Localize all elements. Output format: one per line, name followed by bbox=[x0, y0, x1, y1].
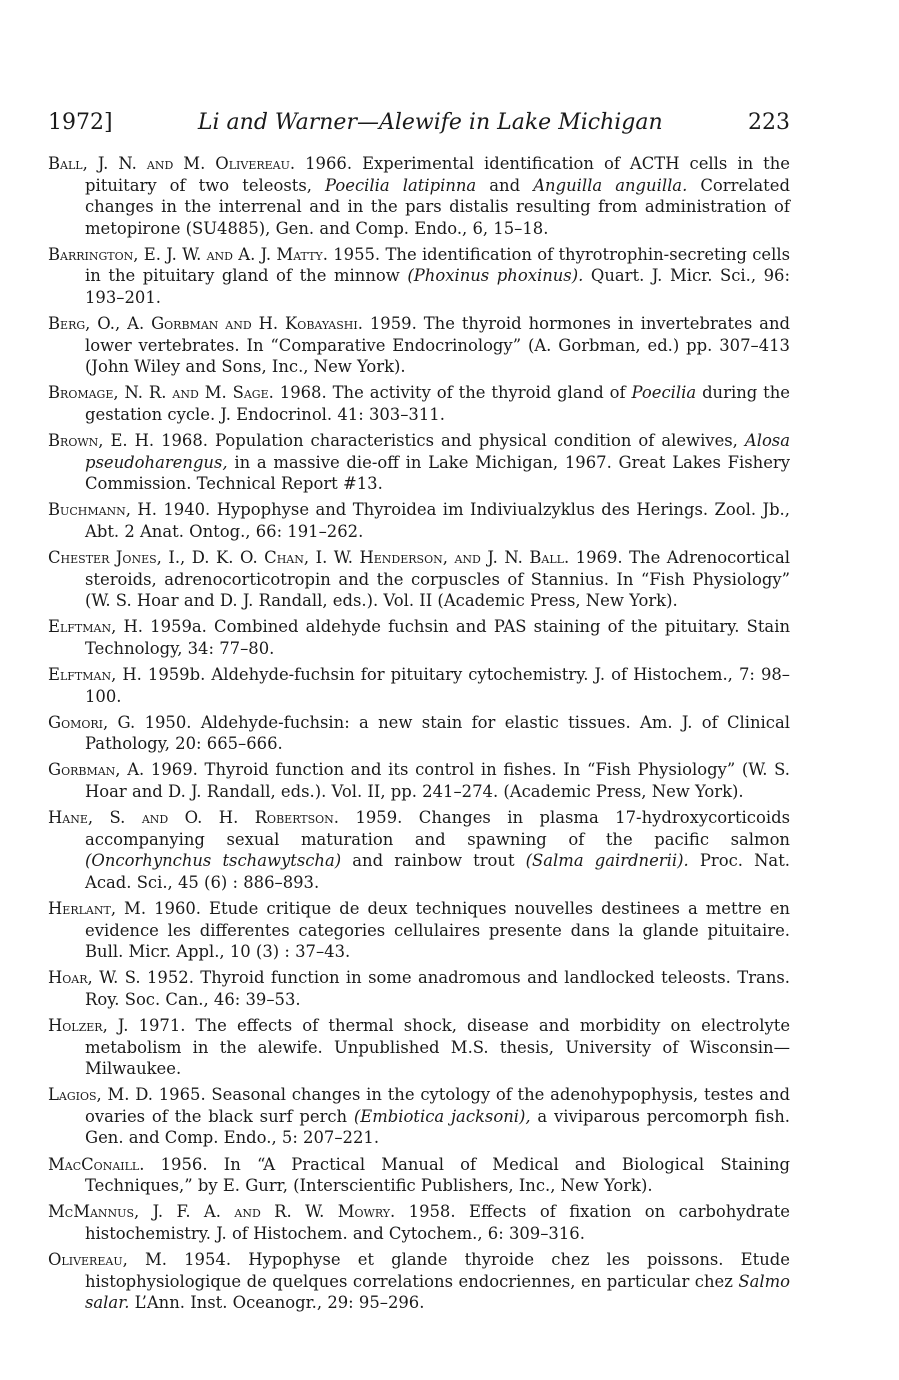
reference-text: and bbox=[476, 175, 534, 195]
reference-authors: McMannus, J. F. A. and R. W. Mowry. bbox=[48, 1202, 396, 1222]
reference-text: in a massive die-off in Lake Michigan, 1967. Great Lakes Fishery Commission. Technical Report #13. bbox=[85, 452, 790, 494]
reference-italic-text: (Oncorhynchus tschawytscha) bbox=[85, 851, 342, 871]
reference-italic-text: Anguilla anguilla. bbox=[533, 175, 688, 195]
reference-entry bbox=[48, 898, 790, 963]
reference-text: 1950. Aldehyde-fuchsin: a new stain for elastic tissues. Am. J. of Clinical Pathology, 20: 665–666. bbox=[85, 712, 790, 754]
reference-authors: Gorbman, A. bbox=[48, 760, 145, 780]
reference-entry bbox=[48, 1084, 790, 1149]
reference-text: 1940. Hypophyse and Thyroidea im Indiviualzyklus des Herings. Zool. Jb., Abt. 2 Anat. Ontog., 66: 191–262. bbox=[85, 500, 790, 541]
reference-text: 1971. The effects of thermal shock, disease and morbidity on electrolyte metabolism in the alewife. Unpublished M.S. thesis, University of Wisconsin—Milwaukee. bbox=[85, 1015, 791, 1079]
header-year: 1972] bbox=[48, 110, 113, 135]
reference-entry bbox=[48, 382, 790, 425]
reference-italic-text: (Salma gairdnerii). bbox=[525, 851, 689, 871]
reference-authors: Lagios, M. D. bbox=[48, 1085, 153, 1105]
reference-entry bbox=[48, 712, 790, 755]
reference-text: L’Ann. Inst. Oceanogr., 29: 95–296. bbox=[129, 1293, 425, 1313]
reference-italic-text: Alosa pseudoharengus, bbox=[85, 431, 790, 472]
reference-entry bbox=[48, 547, 790, 612]
reference-entry bbox=[48, 430, 790, 495]
reference-italic-text: (Embiotica jacksoni), bbox=[353, 1106, 531, 1126]
reference-entry bbox=[48, 244, 790, 309]
reference-text: 1959. Changes in plasma 17-hydroxycorticoids accompanying sexual maturation and spawning of the pacific salmon bbox=[85, 808, 790, 849]
reference-list bbox=[48, 153, 790, 1314]
reference-italic-text: Poecilia bbox=[631, 383, 697, 403]
reference-text: and rainbow trout bbox=[341, 851, 526, 871]
reference-entry bbox=[48, 313, 790, 378]
reference-text: Proc. Nat. Acad. Sci., 45 (6) : 886–893. bbox=[85, 851, 790, 892]
reference-text: 1968. Population characteristics and physical condition of alewives, bbox=[154, 431, 745, 451]
reference-entry bbox=[48, 1154, 790, 1197]
reference-text: 1952. Thyroid function in some anadromous and landlocked teleosts. Trans. Roy. Soc. Can., 46: 39–53. bbox=[85, 968, 791, 1009]
reference-entry bbox=[48, 967, 790, 1010]
reference-text: 1966. Experimental identification of ACTH cells in the pituitary of two teleosts, bbox=[85, 154, 790, 195]
reference-authors: Buchmann, H. bbox=[48, 500, 157, 520]
reference-text: 1969. Thyroid function and its control in fishes. In “Fish Physiology” (W. S. Hoar and D. J. Randall, eds.). Vol. II, pp. 241–274. (Academic Press, New York). bbox=[85, 760, 790, 802]
reference-text: 1959a. Combined aldehyde fuchsin and PAS staining of the pituitary. Stain Technology, 34: 77–80. bbox=[85, 617, 790, 658]
reference-entry bbox=[48, 807, 790, 893]
reference-authors: Brown, E. H. bbox=[48, 431, 155, 451]
reference-italic-text: Salmo salar. bbox=[85, 1271, 790, 1313]
reference-entry bbox=[48, 499, 790, 542]
page bbox=[48, 110, 790, 1318]
reference-entry bbox=[48, 1201, 790, 1244]
reference-entry bbox=[48, 1015, 790, 1080]
reference-italic-text: (Phoxinus phoxinus). bbox=[407, 266, 584, 286]
reference-authors: Chester Jones, I., D. K. O. Chan, I. W. Henderson, and J. N. Ball. bbox=[48, 548, 570, 568]
header-title: Li and Warner—Alewife in Lake Michigan bbox=[197, 110, 663, 135]
reference-text: 1969. The Adrenocortical steroids, adrenocorticotropin and the corpuscles of Stannius. In “Fish Physiology” (W. S. Hoar and D. J. Randall, eds.). Vol. II (Academic Press, New York). bbox=[85, 548, 790, 611]
reference-text: 1956. In “A Practical Manual of Medical and Biological Staining Techniques,” by E. Gurr, (Interscientific Publishers, Inc., New York). bbox=[85, 1154, 790, 1196]
reference-text: 1959. The thyroid hormones in invertebrates and lower vertebrates. In “Comparative Endocrinology” (A. Gorbman, ed.) pp. 307–413 (John Wiley and Sons, Inc., New York). bbox=[85, 314, 790, 377]
reference-entry bbox=[48, 1249, 790, 1314]
reference-entry bbox=[48, 616, 790, 659]
reference-authors: Berg, O., A. Gorbman and H. Kobayashi. bbox=[48, 314, 363, 334]
reference-authors: Bromage, N. R. and M. Sage. bbox=[48, 383, 274, 403]
reference-text: 1955. The identification of thyrotrophin-secreting cells in the pituitary gland of the minnow bbox=[85, 244, 791, 286]
running-header bbox=[48, 110, 790, 135]
reference-authors: Gomori, G. bbox=[48, 712, 136, 732]
reference-text: 1954. Hypophyse et glande thyroide chez les poissons. Etude histophysiologique de quelques correlations endocriennes, en particular chez bbox=[85, 1249, 790, 1291]
reference-entry bbox=[48, 153, 790, 239]
reference-italic-text: Poecilia latipinna bbox=[325, 175, 477, 195]
reference-text: 1959b. Aldehyde-fuchsin for pituitary cytochemistry. J. of Histochem., 7: 98–100. bbox=[85, 665, 790, 706]
reference-text: 1958. Effects of fixation on carbohydrate histochemistry. J. of Histochem. and Cytochem., 6: 309–316. bbox=[85, 1202, 790, 1243]
reference-authors: Elftman, H. bbox=[48, 617, 143, 637]
reference-text: during the gestation cycle. J. Endocrinol. 41: 303–311. bbox=[85, 383, 791, 425]
reference-entry bbox=[48, 664, 790, 707]
reference-authors: Barrington, E. J. W. and A. J. Matty. bbox=[48, 244, 328, 264]
reference-authors: Hane, S. and O. H. Robertson. bbox=[48, 808, 340, 828]
reference-text: 1965. Seasonal changes in the cytology of the adenohypophysis, testes and ovaries of the black surf perch bbox=[85, 1085, 790, 1126]
reference-text: a viviparous percomorph fish. Gen. and Comp. Endo., 5: 207–221. bbox=[85, 1106, 790, 1148]
reference-authors: Olivereau, M. bbox=[48, 1249, 167, 1269]
reference-authors: Elftman, H. bbox=[48, 665, 142, 685]
reference-authors: Hoar, W. S. bbox=[48, 968, 141, 988]
reference-authors: Herlant, M. bbox=[48, 899, 147, 918]
reference-text: Correlated changes in the interrenal and in the pars distalis resulting from administration of metopirone (SU4885), Gen. and Comp. Endo., 6, 15–18. bbox=[85, 175, 790, 238]
page-number: 223 bbox=[748, 110, 790, 135]
reference-authors: Ball, J. N. and M. Olivereau. bbox=[48, 154, 296, 173]
reference-authors: MacConaill. bbox=[48, 1154, 145, 1174]
reference-authors: Holzer, J. bbox=[48, 1015, 129, 1035]
reference-text: Quart. J. Micr. Sci., 96: 193–201. bbox=[85, 266, 790, 308]
reference-text: 1960. Etude critique de deux techniques nouvelles destinees a mettre en evidence les differentes categories cellulaires presente dans la glande pituitaire. Bull. Micr. Appl., 10 (3) : 37–43. bbox=[85, 899, 790, 962]
reference-text: 1968. The activity of the thyroid gland of bbox=[273, 383, 632, 403]
reference-entry bbox=[48, 759, 790, 802]
